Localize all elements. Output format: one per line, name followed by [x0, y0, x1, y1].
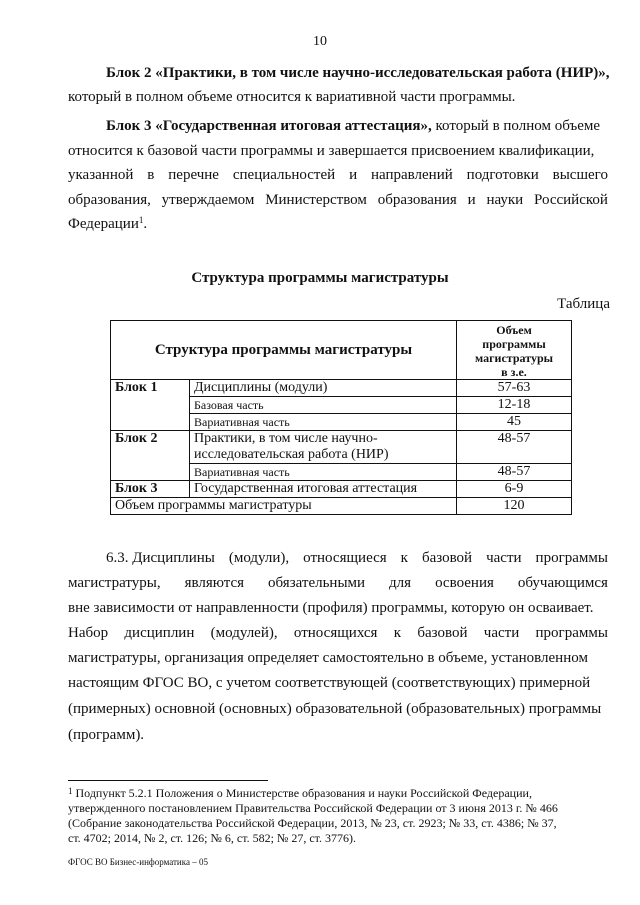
block3-line1: Блок 3 «Государственная итоговая аттестация», который в полном объеме [106, 118, 601, 134]
name-cell: Дисциплины (модули) [190, 380, 457, 397]
footnote-divider [68, 780, 268, 781]
section63-line2 [68, 574, 608, 592]
word: в [147, 167, 155, 183]
word: являются [184, 575, 245, 591]
word: базовой [421, 550, 473, 566]
block3-line5: Федерации$^1$. [68, 215, 148, 232]
value-cell: 48-57 [457, 431, 572, 464]
footnote-ref: 1 [138, 215, 144, 225]
value-cell: 57-63 [457, 380, 572, 397]
word: части [486, 550, 522, 566]
name-cell: Вариативная часть [190, 414, 457, 431]
total-value: 120 [457, 498, 572, 515]
table-total-row [111, 498, 572, 515]
section63-line1 [106, 549, 608, 567]
block-cell: Блок 3 [111, 481, 190, 498]
block3-line4 [68, 191, 608, 209]
page-number: 10 [313, 34, 327, 49]
value-cell: 12-18 [457, 397, 572, 414]
word: перечне [168, 167, 219, 183]
name-cell: Базовая часть [190, 397, 457, 414]
word: к [400, 550, 408, 566]
header-volume: Объем программы магистратуры в з.е. [457, 321, 572, 380]
table-row [111, 481, 572, 498]
word: науки [486, 192, 524, 208]
word: специальностей [232, 167, 336, 183]
word: относящиеся [303, 550, 387, 566]
value-cell: 6-9 [457, 481, 572, 498]
word: утверждаемом [161, 192, 255, 208]
word: Набор [68, 625, 109, 641]
word: (модули), [228, 550, 290, 566]
total-label: Объем программы магистратуры [111, 498, 457, 515]
word: (модулей), [210, 625, 278, 641]
word: высшего [552, 167, 608, 183]
word: программы [535, 625, 608, 641]
value-cell: 45 [457, 414, 572, 431]
header-structure: Структура программы магистратуры [111, 321, 457, 380]
word: освоения [435, 575, 494, 591]
word: и [467, 192, 476, 208]
section63-line6: настоящим ФГОС ВО, с учетом соответствующей (соответствующих) примерной [68, 675, 591, 691]
document-footer: ФГОС ВО Бизнес-информатика – 05 [68, 857, 208, 867]
block2-text: который в полном объеме относится к вариативной части программы. [68, 89, 516, 105]
name-cell: Государственная итоговая аттестация [190, 481, 457, 498]
section-heading: Структура программы магистратуры [191, 270, 449, 286]
table-row [111, 380, 572, 397]
name-cell: Практики, в том числе научно- исследовательская работа (НИР) [190, 431, 457, 464]
table-label: Таблица [557, 296, 610, 312]
word: Министерством [265, 192, 367, 208]
word: базовой [417, 625, 468, 641]
word: направлений [370, 167, 453, 183]
block3-line2: относится к базовой части программы и завершается присвоением квалификации, [68, 143, 595, 159]
block3-line3 [68, 166, 608, 184]
footnote-mark: 1 [68, 786, 73, 796]
name-cell: Вариативная часть [190, 464, 457, 481]
word: программы [535, 550, 608, 566]
word: указанной [68, 167, 134, 183]
word: Российской [533, 192, 608, 208]
block-cell: Блок 1 [111, 380, 190, 431]
word: обучающимся [517, 575, 608, 591]
footnote-line3: (Собрание законодательства Российской Федерации, 2013, № 23, ст. 2923; № 33, ст. 4386; № 37, [68, 816, 557, 830]
word: 6.3. Дисциплины [106, 550, 215, 566]
word: части [483, 625, 520, 641]
section63-line8: (программ). [68, 727, 145, 743]
table-header-row [111, 321, 572, 380]
block-cell: Блок 2 [111, 431, 190, 481]
footnote-line1: $^1$ Подпункт 5.2.1 Положения о Министерстве образования и науки Российской Федерации, [68, 786, 532, 800]
word: обязательными [268, 575, 366, 591]
word: подготовки [466, 167, 539, 183]
word: образования [377, 192, 457, 208]
word: для [389, 575, 412, 591]
footnote-line4: ст. 4702; 2014, № 2, ст. 126; № 6, ст. 582; № 27, ст. 3776). [68, 831, 357, 845]
section63-line7: (примерных) основной (основных) образовательной (образовательных) программы [68, 701, 602, 717]
footnote-line2: утвержденного постановлением Правительства Российской Федерации от 3 июня 2013 г. № 466 [68, 801, 558, 815]
structure-table [110, 320, 572, 515]
word: магистратуры, [68, 575, 161, 591]
section63-line3: вне зависимости от направленности (профиля) программы, которую он осваивает. [68, 600, 594, 616]
section63-line5: магистратуры, организация определяет самостоятельно в объеме, установленном [68, 650, 588, 666]
word: к [393, 625, 402, 641]
word: дисциплин [124, 625, 195, 641]
word: образования, [68, 192, 151, 208]
value-cell: 48-57 [457, 464, 572, 481]
section63-line4 [68, 624, 608, 642]
word: относящихся [293, 625, 378, 641]
table-row [111, 431, 572, 464]
word: и [349, 167, 358, 183]
block2-title: Блок 2 «Практики, в том числе научно-исследовательская работа (НИР)», [106, 65, 610, 81]
